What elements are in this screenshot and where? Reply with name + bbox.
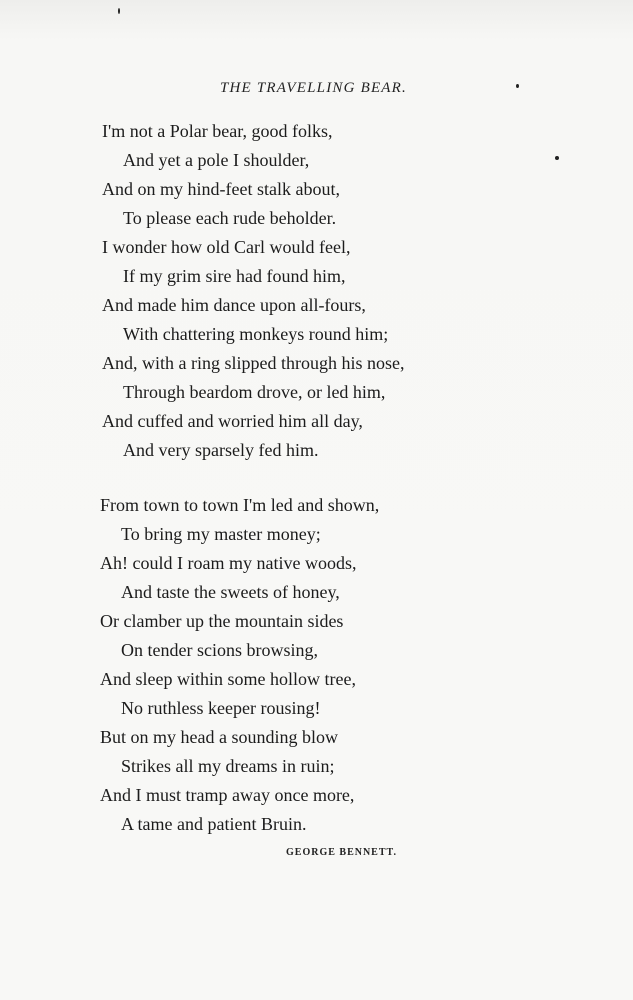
poem-line: With chattering monkeys round him; — [123, 324, 389, 344]
ink-speck — [555, 156, 559, 160]
poem-line: And on my hind-feet stalk about, — [102, 179, 340, 199]
poem-title — [0, 80, 633, 97]
poem-line: And sleep within some hollow tree, — [100, 669, 356, 689]
poem-line: And, with a ring slipped through his nose, — [102, 353, 405, 373]
poem-line: Ah! could I roam my native woods, — [100, 553, 357, 573]
poem-author: GEORGE BENNETT. — [286, 847, 397, 858]
poem-line: And cuffed and worried him all day, — [102, 411, 363, 431]
poem-line: A tame and patient Bruin. — [121, 814, 307, 834]
ink-speck — [118, 8, 120, 14]
poem-line: And made him dance upon all-fours, — [102, 295, 366, 315]
poem-line: And very sparsely fed him. — [123, 440, 319, 460]
poem-line: I wonder how old Carl would feel, — [102, 237, 351, 257]
poem-line: And I must tramp away once more, — [100, 785, 355, 805]
poem-line: From town to town I'm led and shown, — [100, 495, 380, 515]
poem-title-text: THE TRAVELLING BEAR. — [219, 80, 407, 96]
poem-line: Or clamber up the mountain sides — [100, 611, 344, 631]
poem-line: I'm not a Polar bear, good folks, — [102, 121, 333, 141]
poem-line: Strikes all my dreams in ruin; — [121, 756, 335, 776]
poem-line: On tender scions browsing, — [121, 640, 318, 660]
poem-line: And yet a pole I shoulder, — [123, 150, 310, 170]
poem-line: And taste the sweets of honey, — [121, 582, 340, 602]
poem-line: If my grim sire had found him, — [123, 266, 346, 286]
poem-line: To bring my master money; — [121, 524, 321, 544]
poem-line: No ruthless keeper rousing! — [121, 698, 321, 718]
poem-line: Through beardom drove, or led him, — [123, 382, 386, 402]
poem-line: To please each rude beholder. — [123, 208, 337, 228]
poem-line: But on my head a sounding blow — [100, 727, 338, 747]
